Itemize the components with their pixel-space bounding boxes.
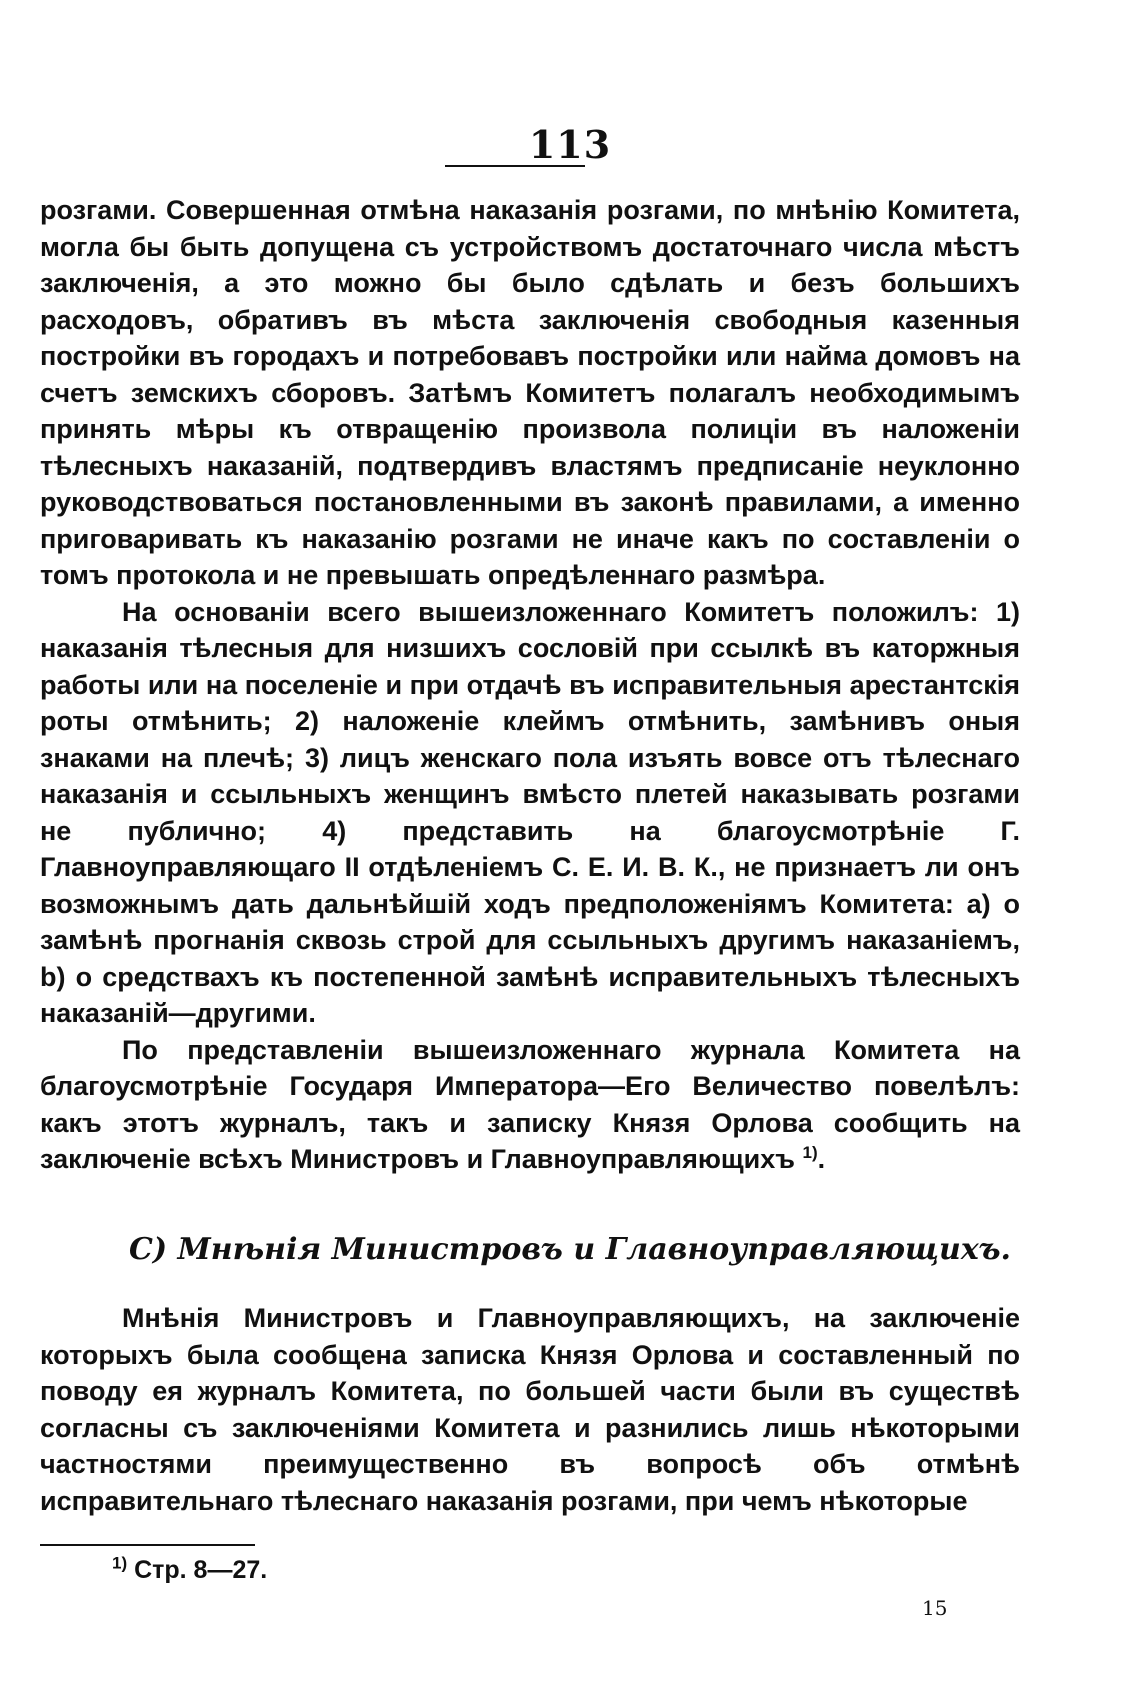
- section-paragraph: Мнѣнія Министровъ и Главноуправляющихъ, на заключеніе которыхъ была сообщена записка Князя Орлова и составленный по поводу ея журналъ Комитета, по большей части были въ существѣ согласны съ заключеніями Комитета и разнились лишь нѣкоторыми частностями преимущественно въ вопросѣ объ отмѣнѣ исправительнаго тѣлеснаго наказанія розгами, при чемъ нѣкоторые: [40, 1303, 1020, 1516]
- footnote-rule: [40, 1544, 255, 1546]
- paragraph-1: розгами. Совершенная отмѣна наказанія розгами, по мнѣнію Комитета, могла бы быть допущена съ устройствомъ достаточнаго числа мѣстъ заключенія, а это можно бы было сдѣлать и безъ большихъ расходовъ, обративъ въ мѣста заключенія свободныя казенныя постройки въ городахъ и потребовавъ постройки или найма домовъ на счетъ земскихъ сборовъ. Затѣмъ Комитетъ полагалъ необходимымъ принять мѣры къ отвращенію произвола полиціи въ наложеніи тѣлесныхъ наказаній, подтвердивъ властямъ предписаніе неуклонно руководствоваться постановленными въ законѣ правилами, а именно приговаривать къ наказанію розгами не иначе какъ по составленіи о томъ протокола и не превышать опредѣленнаго размѣра.: [40, 195, 1020, 590]
- footnote: [112, 1553, 268, 1585]
- footnote-reference: 1): [802, 1143, 818, 1162]
- paragraph-3-text: По представленіи вышеизложеннаго журнала Комитета на благоусмотрѣніе Государя Императора—Его Величество повелѣлъ: какъ этотъ журналъ, такъ и записку Князя Орлова сообщить на заключеніе всѣхъ Министровъ и Главноуправляющихъ: [40, 1034, 1020, 1174]
- paragraph-2: На основаніи всего вышеизложеннаго Комитетъ положилъ: 1) наказанія тѣлесныя для низшихъ сословій при ссылкѣ въ каторжныя работы или на поселеніе и при отдачѣ въ исправительныя арестантскія роты отмѣнить; 2) наложеніе клеймъ отмѣнить, замѣнивъ оныя знаками на плечѣ; 3) лицъ женскаго пола изъять вовсе отъ тѣлеснаго наказанія и ссыльныхъ женщинъ вмѣсто плетей наказывать розгами не публично; 4) представить на благоусмотрѣніе Г. Главноуправляющаго II отдѣленіемъ С. Е. И. В. К., не признаетъ ли онъ возможнымъ дать дальнѣйшій ходъ предположеніямъ Комитета: a) о замѣнѣ прогнанія сквозь строй для ссыльныхъ другимъ наказаніемъ, b) о средствахъ къ постепенной замѣнѣ исправительныхъ тѣлесныхъ наказаній—другими.: [40, 596, 1020, 1028]
- section-text: [40, 1300, 1020, 1519]
- page-number-rule: [445, 165, 585, 167]
- footnote-text: Стр. 8—27.: [134, 1556, 268, 1584]
- paragraph-3: По представленіи вышеизложеннаго журнала Комитета на благоусмотрѣніе Государя Императора—Его Величество повелѣлъ: какъ этотъ журналъ, такъ и записку Князя Орлова сообщить на заключеніе всѣхъ Министровъ и Главноуправляющихъ $^{1)}$.: [40, 1034, 1020, 1174]
- main-text: [40, 192, 1020, 1178]
- page-number: 113: [528, 122, 612, 167]
- section-heading: C) Мнѣнія Министровъ и Главноуправляющихъ.: [128, 1232, 1011, 1267]
- footnote-marker: 1): [112, 1553, 128, 1573]
- signature-mark: 15: [922, 1596, 948, 1620]
